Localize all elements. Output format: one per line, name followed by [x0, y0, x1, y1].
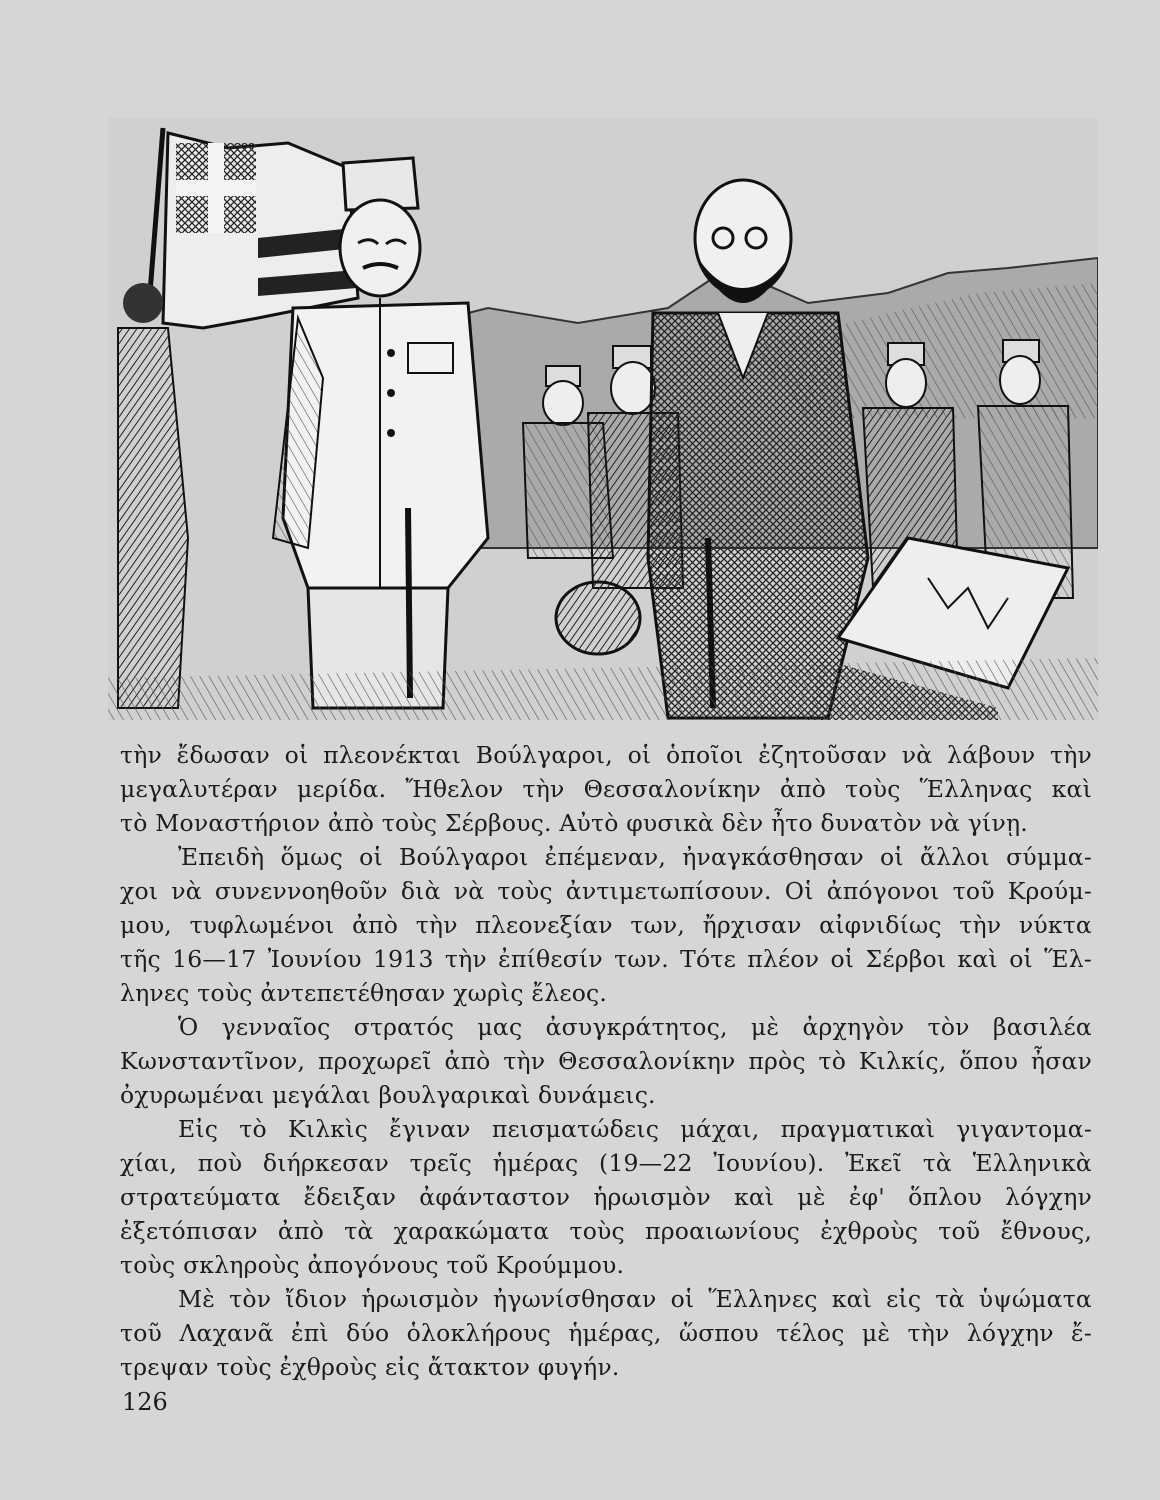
text-line: τὸ Μοναστήριον ἀπὸ τοὺς Σέρβους. Αὐτὸ φυσικὰ δὲν ἦτο δυνατὸν νὰ γίνῃ.: [120, 809, 1028, 837]
text-line: τοὺς σκληροὺς ἀπογόνους τοῦ Κρούμμου.: [120, 1251, 625, 1279]
text-line: τῆς 16—17 Ἰουνίου 1913 τὴν ἐπίθεσίν των. Τότε πλέον οἱ Σέρβοι καὶ οἱ Ἕλ-: [120, 945, 1092, 973]
text-line: Ἐπειδὴ ὅμως οἱ Βούλγαροι ἐπέμεναν, ἠναγκάσθησαν οἱ ἄλλοι σύμμα-: [178, 843, 1092, 871]
text-line: στρατεύματα ἔδειξαν ἀφάνταστον ἡρωισμὸν καὶ μὲ ἐφ' ὅπλου λόγχην: [120, 1183, 1092, 1211]
text-line: μου, τυφλωμένοι ἀπὸ τὴν πλεονεξίαν των, ἤρχισαν αἰφνιδίως τὴν νύκτα: [120, 911, 1092, 939]
text-line: χίαι, ποὺ διήρκεσαν τρεῖς ἡμέρας (19—22 Ἰουνίου). Ἐκεῖ τὰ Ἑλληνικὰ: [120, 1149, 1092, 1177]
text-line: Ὁ γενναῖος στρατός μας ἀσυγκράτητος, μὲ ἀρχηγὸν τὸν βασιλέα: [178, 1013, 1092, 1041]
illustration-drawing: [108, 118, 1098, 720]
body-text: [120, 738, 1092, 1384]
text-line: μεγαλυτέραν μερίδα. Ἤθελον τὴν Θεσσαλονίκην ἀπὸ τοὺς Ἕλληνας καὶ: [120, 775, 1092, 803]
text-line: Μὲ τὸν ἴδιον ἡρωισμὸν ἠγωνίσθησαν οἱ Ἕλληνες καὶ εἰς τὰ ὑψώματα: [178, 1285, 1092, 1313]
text-line: χοι νὰ συνεννοηθοῦν διὰ νὰ τοὺς ἀντιμετωπίσουν. Οἱ ἀπόγονοι τοῦ Κρούμ-: [120, 877, 1092, 905]
page-number: 126: [122, 1388, 168, 1416]
illustration: [108, 118, 1098, 720]
text-line: ὀχυρωμέναι μεγάλαι βουλγαρικαὶ δυνάμεις.: [120, 1081, 656, 1109]
text-line: ληνες τοὺς ἀντεπετέθησαν χωρὶς ἔλεος.: [120, 979, 608, 1007]
text-line: Κωνσταντῖνον, προχωρεῖ ἀπὸ τὴν Θεσσαλονίκην πρὸς τὸ Κιλκίς, ὅπου ἦσαν: [120, 1047, 1092, 1075]
text-line: τὴν ἔδωσαν οἱ πλεονέκται Βούλγαροι, οἱ ὁποῖοι ἐζητοῦσαν νὰ λάβουν τὴν: [120, 741, 1092, 769]
text-line: τοῦ Λαχανᾶ ἐπὶ δύο ὁλοκλήρους ἡμέρας, ὥσπου τέλος μὲ τὴν λόγχην ἔ-: [120, 1319, 1092, 1347]
greek-flag: [148, 128, 358, 328]
text-line: Εἰς τὸ Κιλκὶς ἔγιναν πεισματώδεις μάχαι, πραγματικαὶ γιγαντομα-: [178, 1115, 1092, 1143]
text-line: τρεψαν τοὺς ἐχθροὺς εἰς ἄτακτον φυγήν.: [120, 1353, 620, 1381]
text-line: ἐξετόπισαν ἀπὸ τὰ χαρακώματα τοὺς προαιωνίους ἐχθροὺς τοῦ ἔθνους,: [120, 1217, 1092, 1245]
